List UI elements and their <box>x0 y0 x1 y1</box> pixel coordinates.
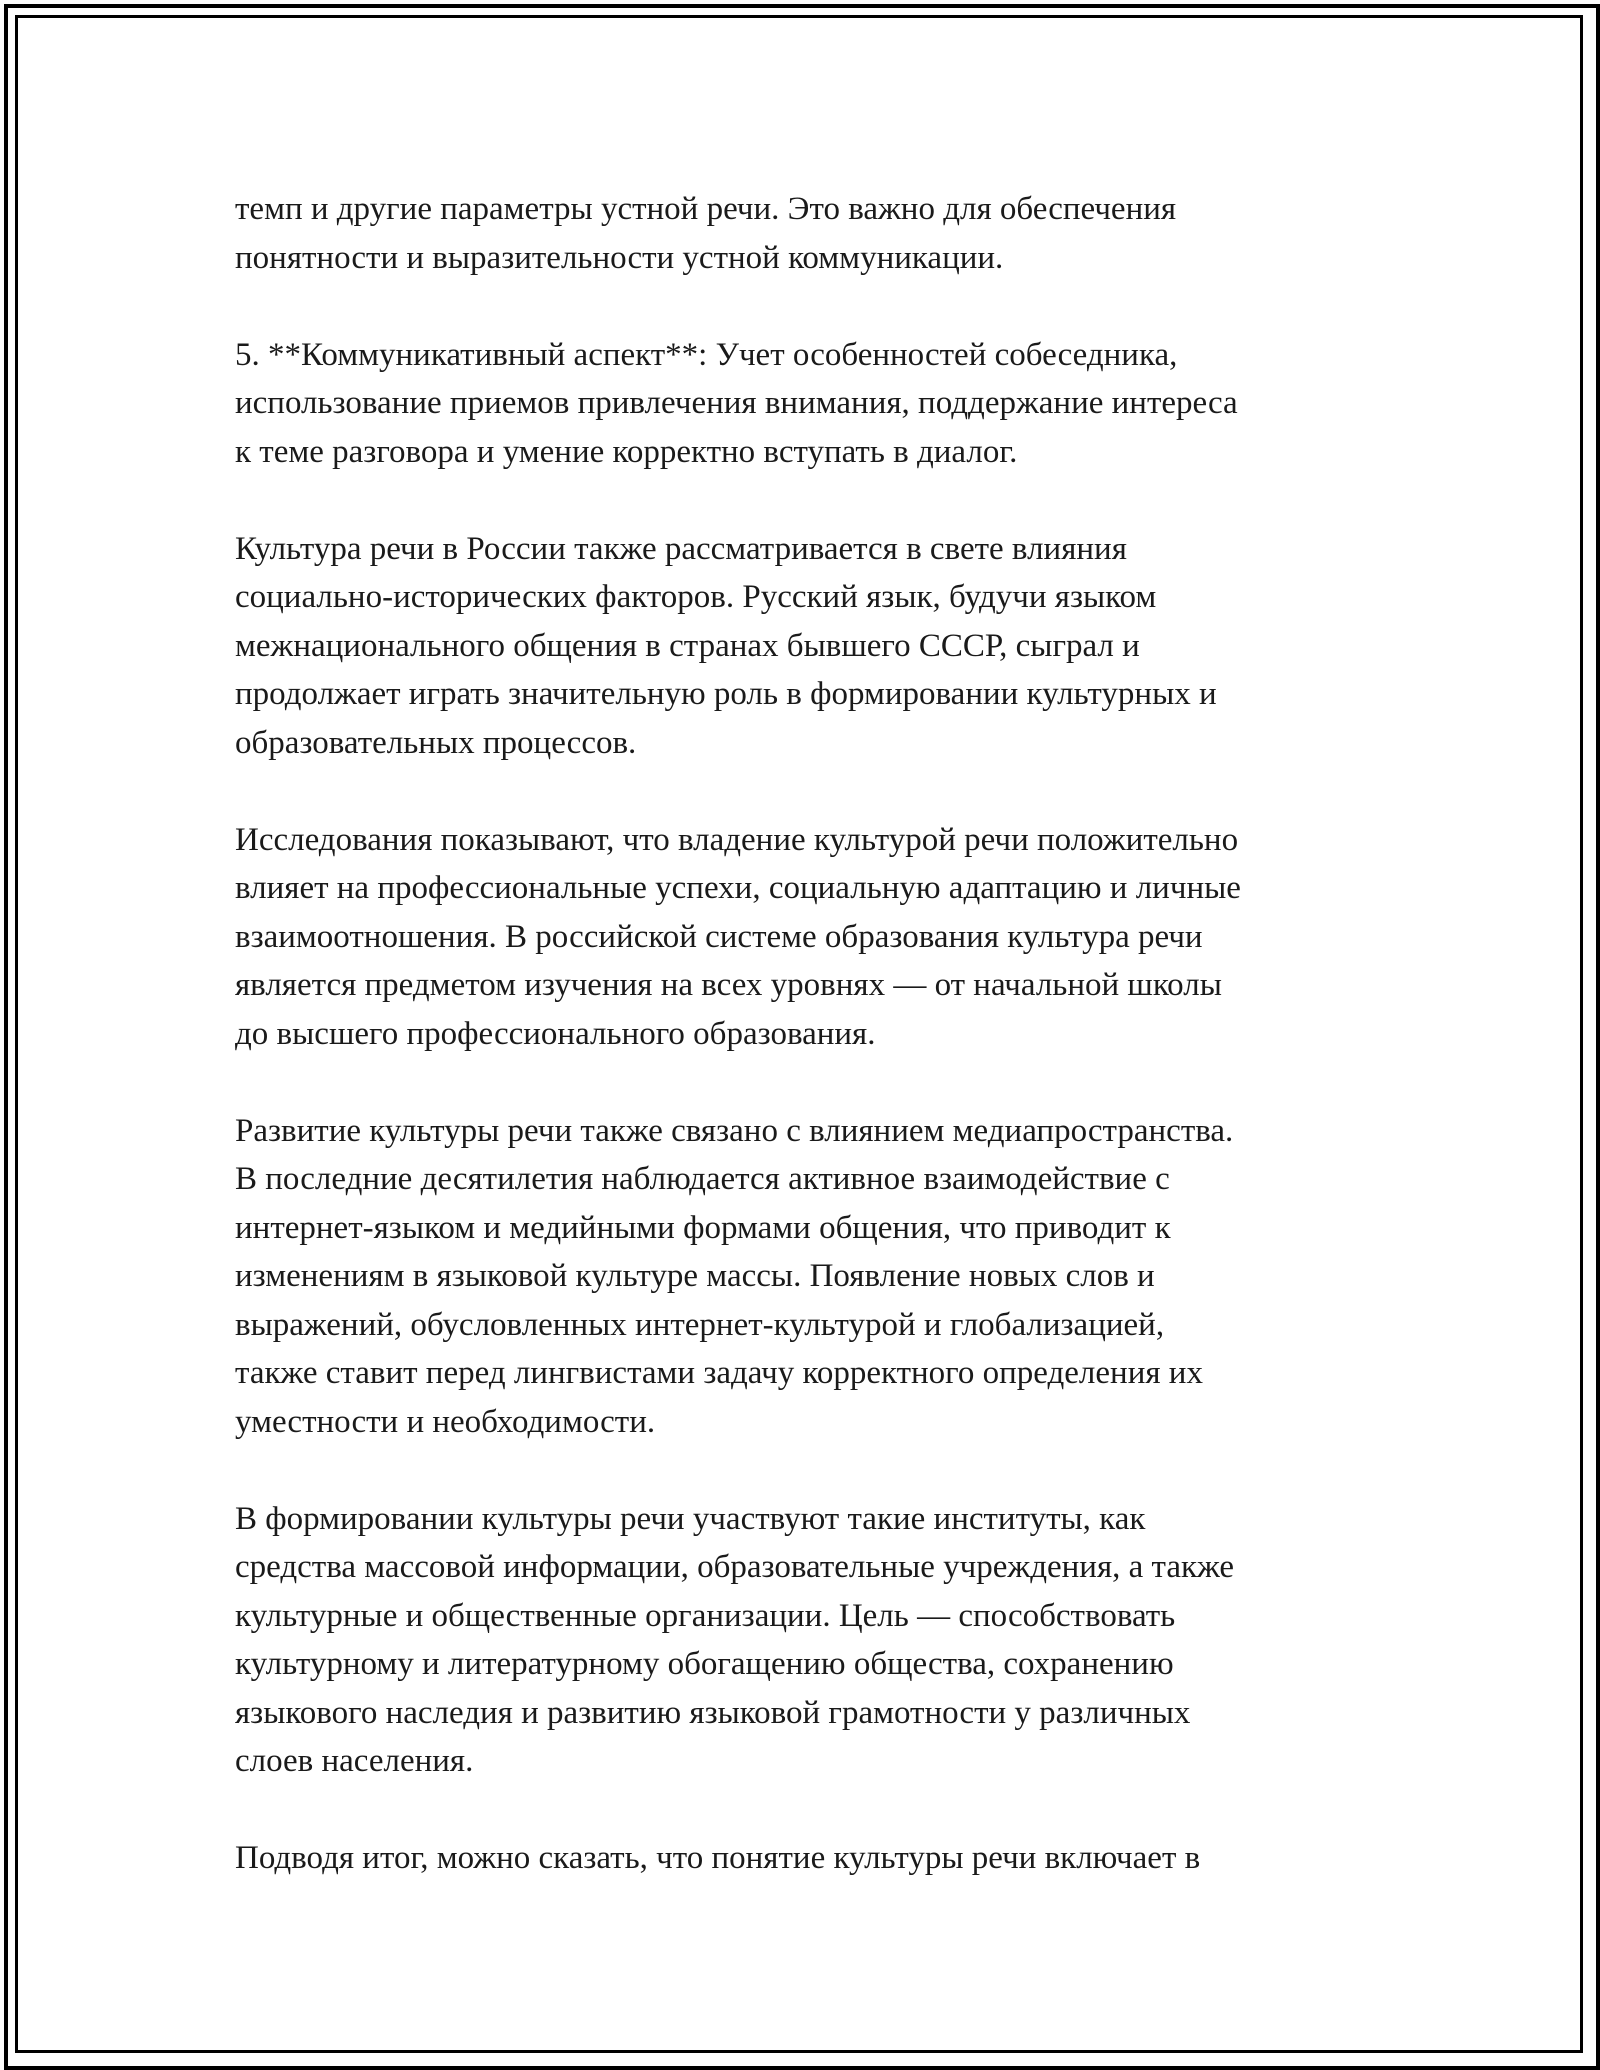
text-line: до высшего профессионального образования. <box>235 1015 876 1052</box>
text-line: понятности и выразительности устной коммуникации. <box>235 239 1004 276</box>
text-line: слоев населения. <box>235 1743 474 1779</box>
text-line: также ставит перед лингвистами задачу корректного определения их <box>235 1355 1203 1391</box>
text-line: продолжает играть значительную роль в формировании культурных и <box>235 676 1217 712</box>
text-line: влияет на профессиональные успехи, социальную адаптацию и личные <box>235 870 1241 906</box>
paragraph-2 <box>235 331 1415 477</box>
paragraph-3 <box>235 525 1415 768</box>
paragraph-6 <box>235 1495 1415 1786</box>
text-line: социально-исторических факторов. Русский язык, будучи языком <box>235 579 1157 615</box>
text-line: выражений, обусловленных интернет-культурой и глобализацией, <box>235 1306 1165 1343</box>
text-line: уместности и необходимости. <box>235 1403 656 1440</box>
text-line: использование приемов привлечения внимания, поддержание интереса <box>235 385 1238 421</box>
text-line: взаимоотношения. В российской системе образования культура речи <box>235 918 1203 955</box>
text-line: 5. **Коммуникативный аспект**: Учет особенностей собеседника, <box>235 336 1178 373</box>
text-line: образовательных процессов. <box>235 724 637 761</box>
text-line: В последние десятилетия наблюдается активное взаимодействие с <box>235 1161 1170 1197</box>
text-line: Подводя итог, можно сказать, что понятие культуры речи включает в <box>235 1840 1201 1876</box>
paragraph-5 <box>235 1107 1415 1447</box>
text-line: межнационального общения в странах бывшего СССР, сыграл и <box>235 627 1140 664</box>
paragraph-4 <box>235 816 1415 1059</box>
paragraph-7 <box>235 1834 1415 1883</box>
text-line: к теме разговора и умение корректно вступать в диалог. <box>235 433 1018 470</box>
document-body <box>235 185 1415 1931</box>
text-line: В формировании культуры речи участвуют такие институты, как <box>235 1500 1146 1537</box>
text-line: является предметом изучения на всех уровнях — от начальной школы <box>235 967 1222 1003</box>
text-line: языкового наследия и развитию языковой грамотности у различных <box>235 1694 1191 1731</box>
paragraph-1 <box>235 185 1415 282</box>
text-line: культурные и общественные организации. Цель — способствовать <box>235 1597 1176 1634</box>
text-line: Культура речи в России также рассматривается в свете влияния <box>235 530 1127 567</box>
text-line: средства массовой информации, образовательные учреждения, а также <box>235 1549 1235 1585</box>
text-line: интернет-языком и медийными формами общения, что приводит к <box>235 1209 1171 1246</box>
text-line: Исследования показывают, что владение культурой речи положительно <box>235 821 1239 858</box>
text-line: культурному и литературному обогащению общества, сохранению <box>235 1646 1174 1682</box>
text-line: Развитие культуры речи также связано с влиянием медиапространства. <box>235 1112 1234 1149</box>
text-line: темп и другие параметры устной речи. Это важно для обеспечения <box>235 191 1177 227</box>
text-line: изменениям в языковой культуре массы. Появление новых слов и <box>235 1258 1155 1294</box>
